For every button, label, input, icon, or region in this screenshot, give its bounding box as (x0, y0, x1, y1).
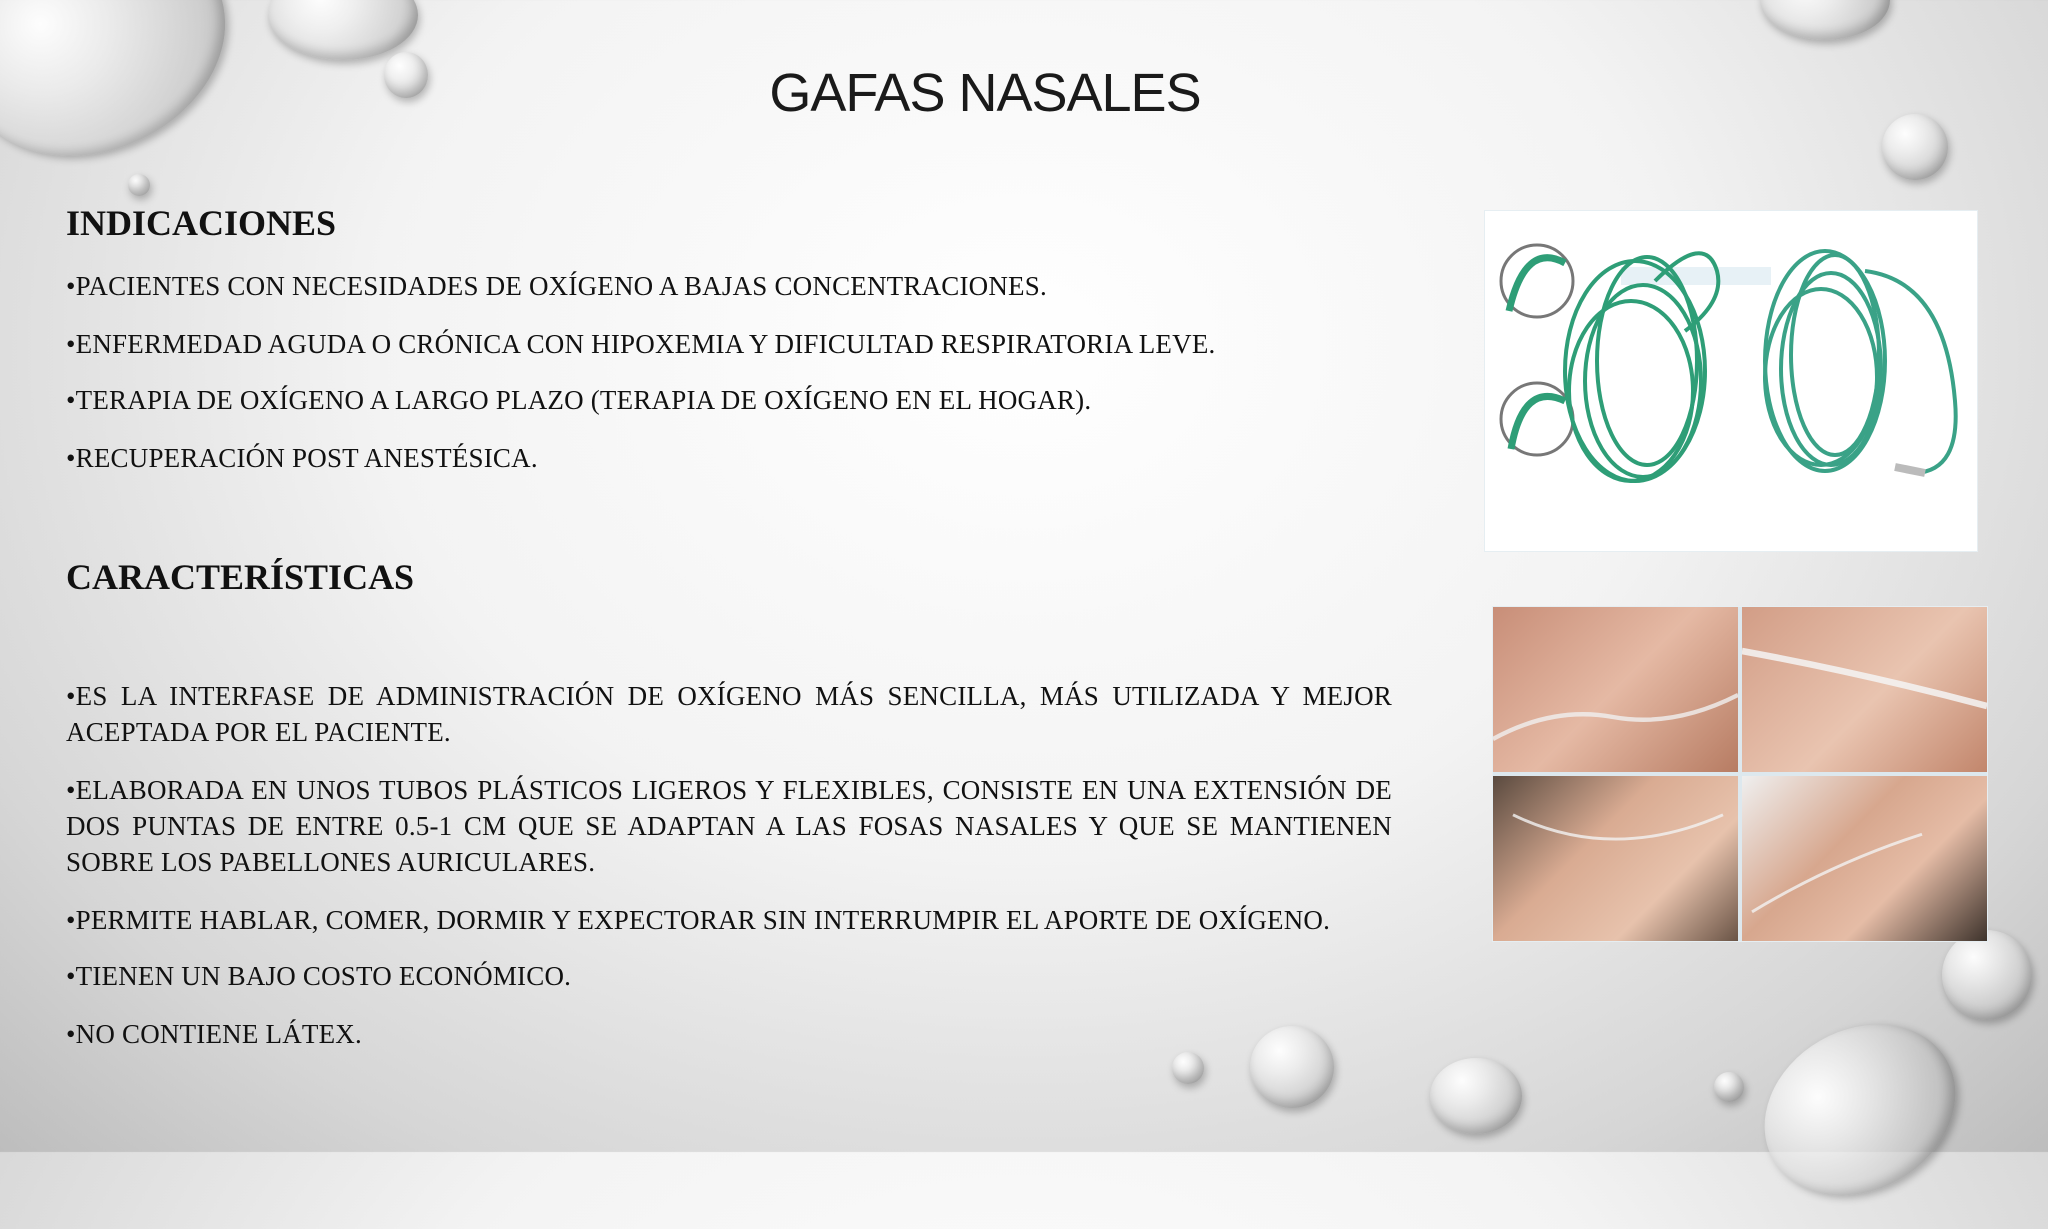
nasal-cannula-illustration (1485, 211, 1977, 551)
water-drop-decoration (128, 174, 150, 196)
indicaciones-heading: INDICACIONES (66, 203, 337, 243)
water-drop-decoration (1172, 1052, 1204, 1084)
patient-photo (1742, 776, 1987, 941)
water-drop-decoration (1733, 991, 1986, 1229)
patient-photo (1493, 776, 1738, 941)
water-drop-decoration (1942, 930, 2032, 1020)
caracteristica-item: •NO CONTIENE LÁTEX. (66, 1019, 362, 1049)
indicacion-item: •PACIENTES CON NECESIDADES DE OXÍGENO A BAJAS CONCENTRACIONES. (66, 271, 1047, 301)
patients-photo-grid (1493, 607, 1987, 941)
indicacion-item: •ENFERMEDAD AGUDA O CRÓNICA CON HIPOXEMIA Y DIFICULTAD RESPIRATORIA LEVE. (66, 329, 1216, 359)
indicacion-item: •TERAPIA DE OXÍGENO A LARGO PLAZO (TERAPIA DE OXÍGENO EN EL HOGAR). (66, 385, 1092, 415)
patients-cannula-image (1492, 606, 1988, 942)
caracteristica-item: •ELABORADA EN UNOS TUBOS PLÁSTICOS LIGEROS Y FLEXIBLES, CONSISTE EN UNA EXTENSIÓN DE DOS PUNTAS DE ENTRE 0.5-1 CM QUE SE ADAPTAN A LAS FOSAS NASALES Y QUE SE MANTIENEN SOBRE LOS PABELLONES AURICULARES. (66, 775, 1392, 877)
slide-title: GAFAS NASALES (769, 63, 1201, 123)
patient-photo (1493, 607, 1738, 772)
water-drop-decoration (1760, 0, 1890, 40)
nasal-cannula-image (1484, 210, 1978, 552)
caracteristicas-heading: CARACTERÍSTICAS (66, 557, 415, 597)
water-drop-decoration (1430, 1058, 1522, 1134)
water-drop-decoration (1250, 1026, 1334, 1108)
caracteristica-item: •ES LA INTERFASE DE ADMINISTRACIÓN DE OXÍGENO MÁS SENCILLA, MÁS UTILIZADA Y MEJOR ACEPTADA POR EL PACIENTE. (66, 681, 1392, 747)
indicacion-item: •RECUPERACIÓN POST ANESTÉSICA. (66, 443, 538, 473)
patient-photo (1742, 607, 1987, 772)
caracteristica-item: •PERMITE HABLAR, COMER, DORMIR Y EXPECTORAR SIN INTERRUMPIR EL APORTE DE OXÍGENO. (66, 905, 1331, 935)
water-drop-decoration (268, 0, 418, 60)
caracteristica-item: •TIENEN UN BAJO COSTO ECONÓMICO. (66, 961, 572, 991)
water-drop-decoration (1714, 1072, 1744, 1102)
